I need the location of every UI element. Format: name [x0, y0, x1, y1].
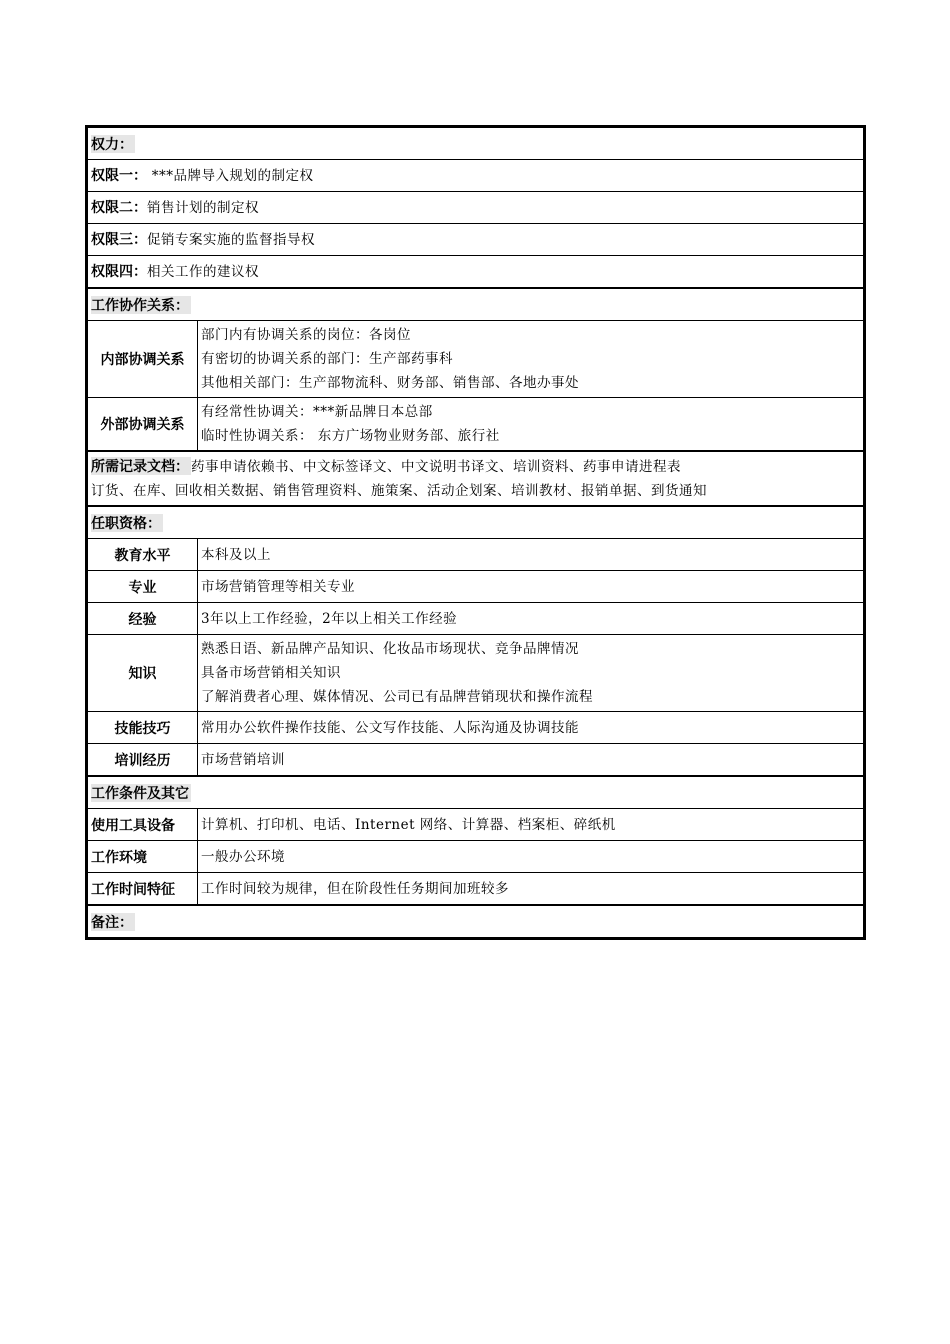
- qualification-value: 市场营销培训: [198, 744, 864, 777]
- records-label: 所需记录文档：: [91, 458, 189, 474]
- condition-value: 计算机、打印机、电话、Internet 网络、计算器、档案柜、碎纸机: [198, 809, 864, 841]
- condition-row: [88, 841, 864, 873]
- qualification-value: 常用办公软件操作技能、公文写作技能、人际沟通及协调技能: [198, 712, 864, 744]
- external-line: 临时性协调关系： 东方广场物业财务部、旅行社: [201, 428, 500, 444]
- power-value: 相关工作的建议权: [147, 264, 259, 280]
- qualification-row: [88, 603, 864, 635]
- power-value: 销售计划的制定权: [147, 200, 259, 216]
- power-title: 权力：: [91, 135, 133, 152]
- qualification-row: [88, 571, 864, 603]
- condition-row: [88, 809, 864, 841]
- internal-line: 部门内有协调关系的岗位：各岗位: [201, 327, 411, 343]
- condition-label: 工作时间特征: [88, 873, 198, 906]
- qualifications-title-cell: [88, 506, 864, 539]
- internal-cooperation-value: [198, 321, 864, 398]
- notes-label: 备注：: [91, 913, 133, 930]
- qualification-row: [88, 744, 864, 777]
- condition-value: 工作时间较为规律，但在阶段性任务期间加班较多: [198, 873, 864, 906]
- power-header-row: [88, 128, 864, 160]
- qualification-label: 专业: [88, 571, 198, 603]
- cooperation-title-cell: [88, 288, 864, 321]
- power-row: [88, 192, 864, 224]
- qualification-value: 市场营销管理等相关专业: [198, 571, 864, 603]
- knowledge-line: 具备市场营销相关知识: [201, 665, 341, 681]
- internal-line: 其他相关部门：生产部物流科、财务部、销售部、各地办事处: [201, 375, 579, 391]
- qualifications-header-row: [88, 506, 864, 539]
- notes-cell: [88, 905, 864, 938]
- records-line: 订货、在库、回收相关数据、销售管理资料、施策案、活动企划案、培训教材、报销单据、到货通知: [91, 483, 707, 499]
- internal-line: 有密切的协调关系的部门：生产部药事科: [201, 351, 453, 367]
- condition-row: [88, 873, 864, 906]
- power-label: 权限一：: [91, 167, 147, 183]
- cooperation-title: 工作协作关系：: [91, 296, 189, 313]
- cooperation-header-row: [88, 288, 864, 321]
- conditions-title: 工作条件及其它: [91, 784, 189, 801]
- qualification-row: [88, 635, 864, 712]
- power-cell: [88, 160, 864, 192]
- internal-cooperation-row: [88, 321, 864, 398]
- power-label: 权限三：: [91, 231, 147, 247]
- qualification-value: [198, 635, 864, 712]
- power-cell: [88, 224, 864, 256]
- qualification-value: 本科及以上: [198, 539, 864, 571]
- external-cooperation-row: [88, 398, 864, 452]
- qualification-row: [88, 539, 864, 571]
- knowledge-line: 熟悉日语、新品牌产品知识、化妆品市场现状、竞争品牌情况: [201, 641, 579, 657]
- qualification-row: [88, 712, 864, 744]
- condition-value: 一般办公环境: [198, 841, 864, 873]
- condition-label: 工作环境: [88, 841, 198, 873]
- power-value: 促销专案实施的监督指导权: [147, 232, 315, 248]
- qualification-value: 3年以上工作经验，2年以上相关工作经验: [198, 603, 864, 635]
- records-line: 药事申请依赖书、中文标签译文、中文说明书译文、培训资料、药事申请进程表: [191, 459, 681, 475]
- power-cell: [88, 256, 864, 289]
- qualification-label: 技能技巧: [88, 712, 198, 744]
- qualification-label: 知识: [88, 635, 198, 712]
- qualifications-title: 任职资格：: [91, 514, 161, 531]
- job-description-table: [85, 125, 866, 940]
- power-cell: [88, 192, 864, 224]
- power-row: [88, 256, 864, 289]
- notes-row: [88, 905, 864, 938]
- power-row: [88, 224, 864, 256]
- power-label: 权限二：: [91, 199, 147, 215]
- conditions-title-cell: [88, 776, 864, 809]
- external-cooperation-value: [198, 398, 864, 452]
- knowledge-line: 了解消费者心理、媒体情况、公司已有品牌营销现状和操作流程: [201, 689, 593, 705]
- qualification-label: 培训经历: [88, 744, 198, 777]
- power-row: [88, 160, 864, 192]
- qualification-label: 教育水平: [88, 539, 198, 571]
- external-cooperation-label: 外部协调关系: [88, 398, 198, 452]
- qualification-label: 经验: [88, 603, 198, 635]
- records-cell: [88, 451, 864, 506]
- internal-cooperation-label: 内部协调关系: [88, 321, 198, 398]
- power-title-cell: [88, 128, 864, 160]
- records-row: [88, 451, 864, 506]
- power-value: ***品牌导入规划的制定权: [147, 168, 314, 184]
- condition-label: 使用工具设备: [88, 809, 198, 841]
- power-label: 权限四：: [91, 263, 147, 279]
- external-line: 有经常性协调关：***新品牌日本总部: [201, 404, 433, 420]
- conditions-header-row: [88, 776, 864, 809]
